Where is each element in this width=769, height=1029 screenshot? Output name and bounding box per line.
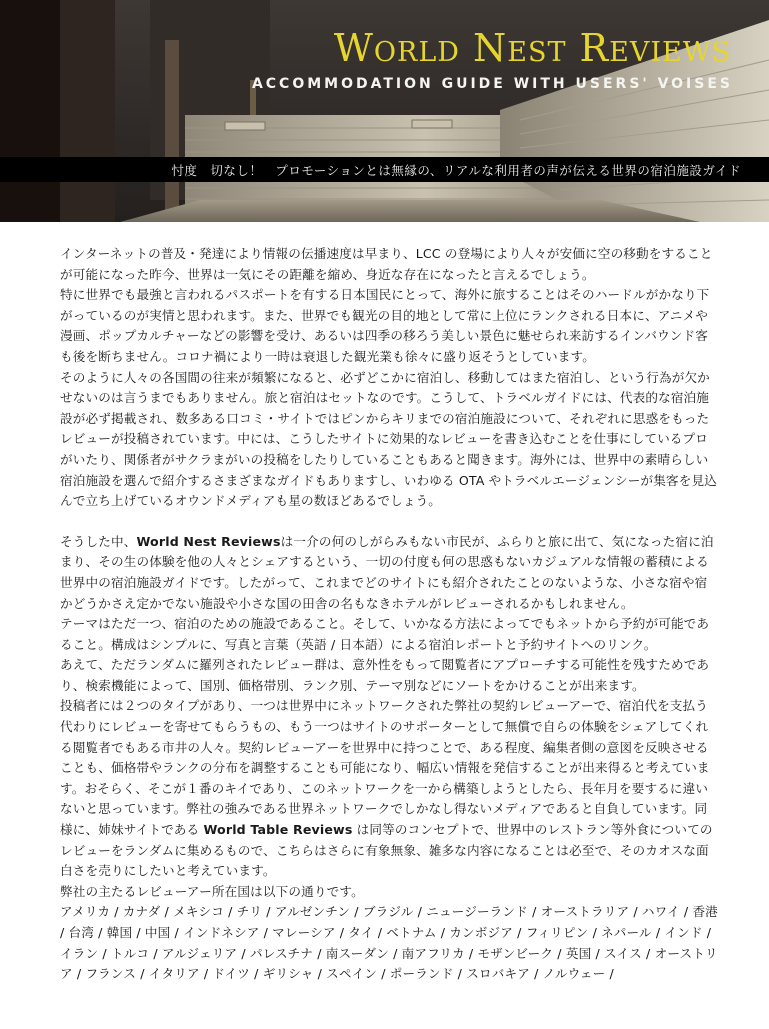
paragraph-japan-travel: 特に世界でも最強と言われるパスポートを有する日本国民にとって、海外に旅することはそのハードルがかなり下がっているのが実情と思われます。また、世界でも観光の目的地として常に上位にランクされる日本に、アニメや漫画、ポップカルチャーなどの影響を受け、あるいは四季の移ろう美しい景色に魅せられ来訪するインバウンド客も後を断ちません。コロナ禍により一時は衰退した観光業も徐々に盛り返そうとしています。 — [60, 287, 710, 364]
paragraph-theme: テーマはただ一つ、宿泊のための施設であること。そして、いかなる方法によってでもネットから予約が可能であること。構成はシンプルに、写真と言葉（英語 / 日本語）による宿泊レポートと予約サイトへのリンク。 — [60, 616, 710, 652]
paragraph-intro: インターネットの普及・発達により情報の伝播速度は早まり、LCC の登場により人々が安価に空の移動をすることが可能になった昨今、世界は一気にその距離を縮め、身近な存在になったと言えるでしょう。 — [60, 246, 713, 282]
article-body — [60, 244, 718, 985]
paragraph-random: あえて、ただランダムに羅列されたレビュー群は、意外性をもって閲覧者にアプローチする可能性を残すためであり、検索機能によって、国別、価格帯別、ランク別、テーマ別などにソートをかけることが出来ます。 — [60, 657, 710, 693]
tagline: 忖度 切なし！ プロモーションとは無縁の、リアルな利用者の声が伝える世界の宿泊施設ガイド — [171, 163, 741, 178]
brand-subtitle: ACCOMMODATION GUIDE WITH USERS' VOISES — [251, 76, 733, 92]
paragraph-countries-list: アメリカ / カナダ / メキシコ / チリ / アルゼンチン / ブラジル / ニュージーランド / オーストラリア / ハワイ / 香港 / 台湾 / 韓国 / 中国 / インドネシア / マレーシア / タイ / ベトナム / カンボジア / フィリピン / ネパール / インド / イラン / トルコ / アルジェリア / パレスチナ / 南スーダン / 南アフリカ / モザンビーク / 英国 / スイス / オーストリア / フランス / イタリア / ドイツ / ギリシャ / スペイン / ポーランド / スロバキア / ノルウェー / — [60, 904, 718, 982]
tagline-bar — [0, 157, 769, 182]
hero-banner — [0, 0, 769, 222]
paragraph-countries-intro: 弊社の主たるレビューアー所在国は以下の通りです。 — [60, 883, 364, 899]
brand-mention: World Nest Reviews — [136, 533, 281, 549]
paragraph-contributors: 投稿者には２つのタイプがあり、一つは世界中にネットワークされた弊社の契約レビューアーで、宿泊代を支払う代わりにレビューを寄せてもらうもの、もう一つはサイトのサポーターとして無償で自らの体験をシェアしてくれる閲覧者でもある市井の人々。契約レビューアーを世界中に持つことで、ある程度、編集者側の意図を反映させることも、価格帯やランクの分布を調整することも可能になり、幅広い情報を発信することが出来得ると考えています。おそらく、そこが１番のキイであり、このネットワークを一から構築しようとしたら、長年月を要するに違いないと思っています。弊社の強みである世界ネットワークでしかなし得ないメディアであると自負しています。同様に、姉妹サイトである World Table Reviews は同等のコンセプトで、世界中のレストラン等外食についてのレビューをランダムに集めるもので、こちらはさらに有象無象、雑多な内容になることは必至で、そのカオスな面白さを売りにしたいと考えています。 — [60, 698, 713, 879]
brand-title: World Nest Reviews — [333, 26, 731, 70]
paragraph-reviews-landscape: そのように人々の各国間の往来が頻繁になると、必ずどこかに宿泊し、移動してはまた宿泊し、という行為が欠かせないのは言うまでもありません。旅と宿泊はセットなのです。こうして、トラベルガイドには、代表的な宿泊施設が必ず掲載され、数多ある口コミ・サイトではピンからキリまでの宿泊施設について、それぞれに思惑をもったレビューが投稿されています。中には、こうしたサイトに効果的なレビューを書き込むことを仕事にしているプロがいたり、関係者がサクラまがいの投稿をしたりしていることもあると聞きます。海外には、世界中の素晴らしい宿泊施設を選んで紹介するさまざまなガイドもありますし、いわゆる OTA やトラベルエージェンシーが集客を見込んで立ち上げているオウンドメディアも星の数ほどあるでしょう。 — [60, 369, 717, 509]
paragraph-concept: そうした中、World Nest Reviewsは一介の何のしがらみもない市民が、ふらりと旅に出て、気になった宿に泊まり、その生の体験を他の人々とシェアするという、一切の付度も何の思惑もないカジュアルな情報の蓄積による世界中の宿泊施設ガイドです。したがって、これまでどのサイトにも紹介されたことのないような、小さな宿や宿かどうかさえ定かでない施設や小さな国の田舎の名もなきホテルがレビューされるかもしれません。 — [60, 533, 714, 611]
sister-site-mention: World Table Reviews — [203, 822, 353, 838]
